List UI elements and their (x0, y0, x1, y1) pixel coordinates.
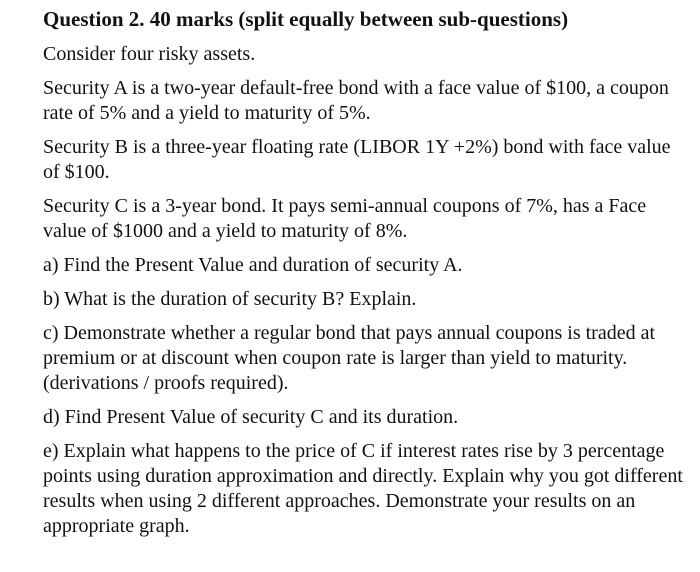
security-b-description: Security B is a three-year floating rate (LIBOR 1Y +2%) bond with face value of $100. (43, 136, 671, 183)
subquestion-d: d) Find Present Value of security C and its duration. (43, 406, 459, 428)
security-c-description: Security C is a 3-year bond. It pays semi-annual coupons of 7%, has a Face value of $1000 and a yield to maturity of 8%. (43, 195, 647, 242)
subquestion-c: c) Demonstrate whether a regular bond that pays annual coupons is traded at premium or at discount when coupon rate is larger than yield to maturity. (derivations / proofs required). (43, 322, 656, 394)
question-title: Question 2. 40 marks (split equally between sub-questions) (43, 7, 569, 31)
subquestion-e: e) Explain what happens to the price of C if interest rates rise by 3 percentage points using duration approximation and directly. Explain why you got different results when using 2 different approaches. Demonstrate your results on an appropriate graph. (43, 440, 683, 537)
subquestion-b: b) What is the duration of security B? Explain. (43, 288, 417, 310)
subquestion-a: a) Find the Present Value and duration of security A. (43, 254, 463, 276)
intro-text: Consider four risky assets. (43, 43, 256, 65)
security-a-description: Security A is a two-year default-free bond with a face value of $100, a coupon rate of 5% and a yield to maturity of 5%. (43, 77, 669, 124)
question-document (43, 6, 683, 548)
